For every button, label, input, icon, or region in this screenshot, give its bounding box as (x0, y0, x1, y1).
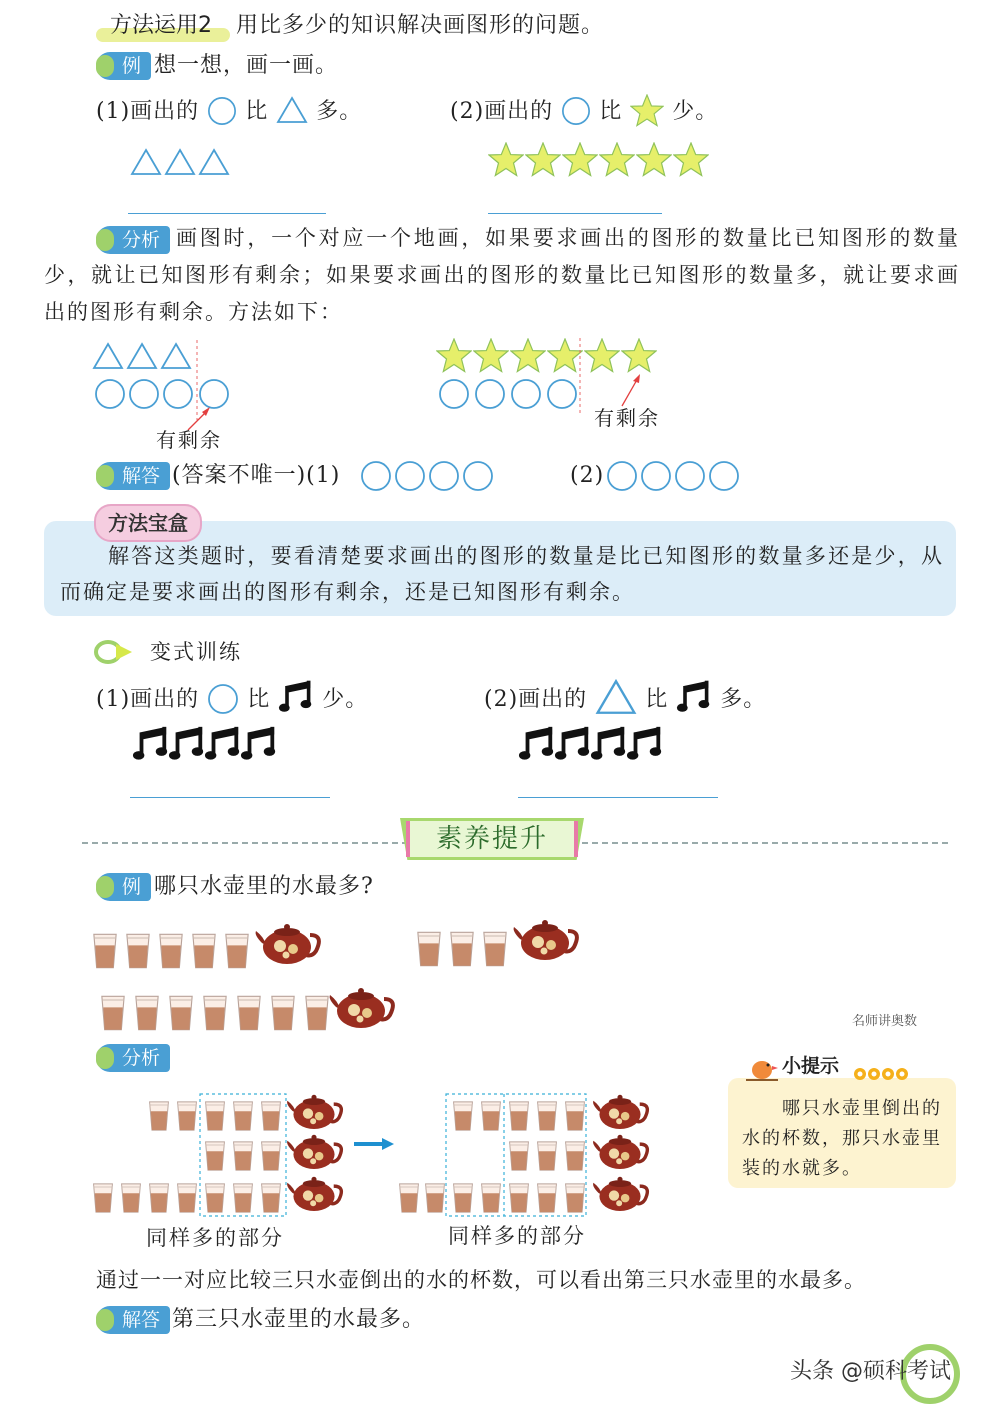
answer-line-2 (488, 213, 662, 214)
method-box-title: 方法宝盒 (94, 504, 202, 542)
answer-part-2: (2) (570, 463, 605, 488)
star-row (488, 142, 712, 178)
same-part-label-right: 同样多的部分 (448, 1224, 586, 1248)
example-2-title: 哪只水壶里的水最多? (154, 874, 374, 899)
conclusion-text: 通过一一对应比较三只水壶倒出的水的杯数，可以看出第三只水壶里的水最多。 (96, 1268, 866, 1292)
section-banner (400, 818, 584, 860)
variant-icon (94, 640, 134, 664)
circle-icon (207, 683, 239, 715)
notes-row-1 (132, 724, 282, 764)
music-note-icon (278, 678, 314, 714)
teapot-group-2 (416, 916, 596, 968)
star-icon (630, 94, 664, 128)
method-label: 方法运用2 (110, 13, 212, 38)
triangle-row (130, 148, 240, 178)
question-2: (2)画出的 比 少。 (450, 94, 718, 130)
circle-icon (207, 96, 237, 126)
left-surplus-note: 有剩余 (156, 428, 222, 452)
variant-question-1: (1)画出的 比 少。 (96, 678, 368, 718)
music-note-icon (676, 678, 712, 714)
section-title: 素养提升 (435, 824, 548, 854)
teapot-group-3 (100, 984, 410, 1036)
analysis-tag: 分析 (96, 226, 170, 254)
example-title: 想一想，画一画。 (154, 53, 339, 78)
tip-title: 小提示 (782, 1055, 840, 1077)
comparison-left (92, 1090, 352, 1220)
variant-answer-line-2 (518, 797, 718, 798)
example-tag: 例 (96, 52, 151, 80)
small-watermark: 名师讲奥数 (852, 1014, 918, 1029)
answer-2-tag: 解答 (96, 1306, 170, 1334)
answer-tag: 解答 (96, 462, 170, 490)
bird-icon (744, 1054, 778, 1084)
answer-line-1 (128, 213, 326, 214)
triangle-icon (595, 678, 637, 716)
analysis-text: 画图时，一个对应一个地画，如果要求画出的图形的数量比已知图形的数量少，就让已知图形有剩余；如果要求画出的图形的数量比已知图形的数量多，就让要求画出的图形有剩余。方法如下： (44, 226, 960, 324)
notes-row-2 (518, 724, 668, 764)
method-text: 用比多少的知识解决画图形的问题。 (236, 13, 605, 38)
answer-circles-1 (360, 460, 496, 492)
analysis-left-figure (92, 340, 242, 420)
variant-title: 变式训练 (150, 640, 242, 664)
teapot-group-1 (92, 920, 332, 972)
answer-2-text: 第三只水壶里的水最多。 (172, 1307, 426, 1332)
variant-answer-line-1 (130, 797, 330, 798)
arrow-icon (354, 1136, 394, 1152)
example-2-tag: 例 (96, 873, 151, 901)
circle-icon (561, 96, 591, 126)
right-surplus-note: 有剩余 (594, 406, 660, 430)
triangle-icon (276, 96, 308, 124)
variant-question-2: (2)画出的 比 多。 (484, 678, 766, 718)
answer-circles-2 (606, 460, 742, 492)
analysis-2-tag: 分析 (96, 1044, 170, 1072)
answer-text: (答案不唯一)(1) (172, 463, 341, 488)
flower-decor-icon (852, 1066, 916, 1082)
tip-text: 哪只水壶里倒出的水的杯数，那只水壶里装的水就多。 (742, 1098, 942, 1179)
source-watermark: 头条 @硕科考试 (790, 1359, 951, 1384)
comparison-right (398, 1090, 658, 1220)
method-box-text: 解答这类题时，要看清楚要求画出的图形的数量是比已知图形的数量多还是少，从而确定是要求画出的图形有剩余，还是已知图形有剩余。 (60, 544, 944, 604)
question-1: (1)画出的 比 多。 (96, 94, 362, 130)
same-part-label-left: 同样多的部分 (146, 1226, 284, 1250)
